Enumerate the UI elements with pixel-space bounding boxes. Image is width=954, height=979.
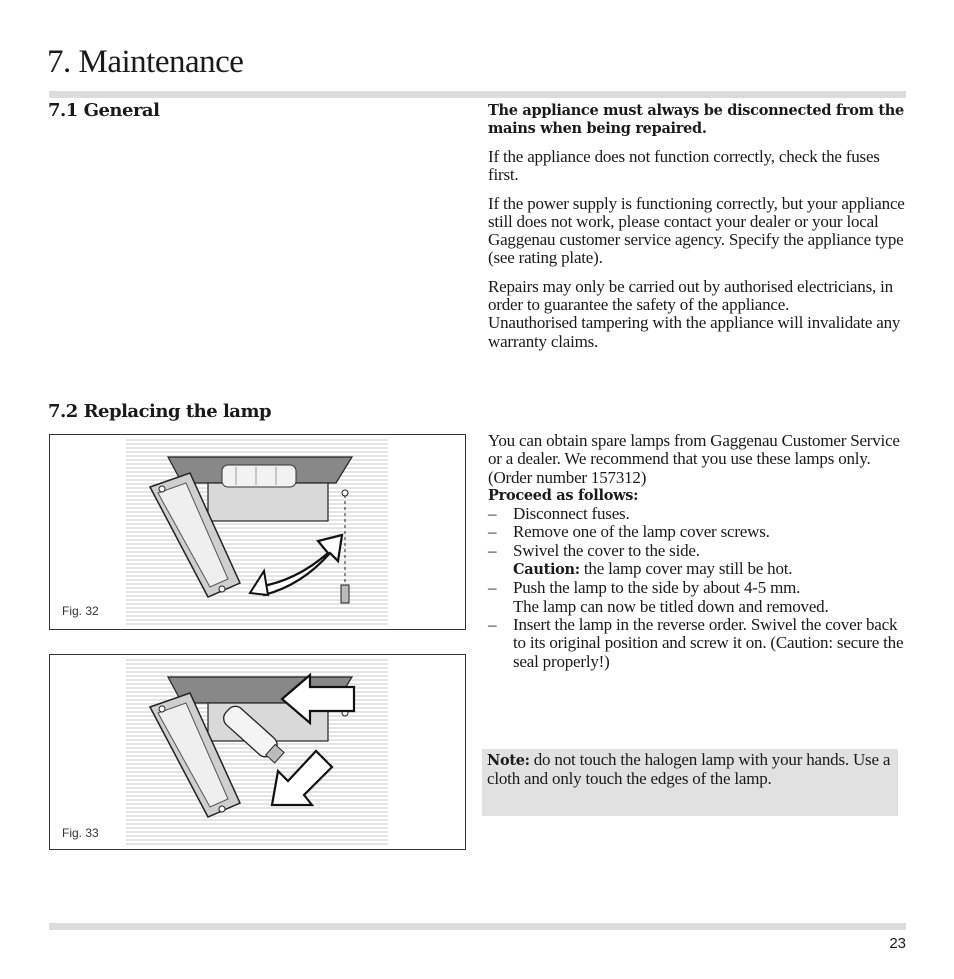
step-item: – Disconnect fuses.	[488, 505, 908, 523]
note-text: Note: do not touch the halogen lamp with your hands. Use a cloth and only touch the edges of the lamp.	[487, 750, 891, 789]
general-paragraph: If the appliance does not function correctly, check the fuses first.	[488, 147, 880, 185]
footer-divider	[49, 923, 906, 930]
lamp-removal-illustration	[50, 655, 465, 849]
step-item: – Push the lamp to the side by about 4-5 mm. The lamp can now be titled down and removed.	[488, 579, 908, 616]
chapter-title: 7. Maintenance	[47, 44, 244, 80]
page-number: 23	[889, 935, 906, 952]
lamp-instructions	[488, 432, 908, 671]
step-list	[488, 505, 908, 671]
figure-32	[49, 434, 466, 630]
caution-text: the lamp cover may still be hot.	[579, 559, 793, 579]
lamp-intro: You can obtain spare lamps from Gaggenau Customer Service or a dealer. We recommend that you use these lamps only. (Order number 157312)	[488, 431, 900, 487]
note-box	[482, 749, 898, 816]
figure-33	[49, 654, 466, 850]
proceed-label: Proceed as follows:	[488, 486, 639, 504]
general-paragraph: Unauthorised tampering with the appliance will invalidate any warranty claims.	[488, 313, 901, 351]
figure-label: Fig. 32	[62, 604, 99, 618]
general-paragraph: Repairs may only be carried out by authorised electricians, in order to guarantee the safety of the appliance.	[488, 276, 893, 315]
general-text	[488, 102, 908, 351]
step-item: – Remove one of the lamp cover screws.	[488, 523, 908, 541]
lamp-swivel-illustration	[50, 435, 465, 629]
section-heading-general: 7.1 General	[48, 100, 160, 121]
figure-label: Fig. 33	[62, 826, 99, 840]
note-label: Note:	[487, 752, 530, 769]
step-item: – Insert the lamp in the reverse order. Swivel the cover back to its original position and screw it on. (Caution: secure the seal properly!)	[488, 616, 908, 671]
step-extra: The lamp can now be titled down and removed.	[513, 596, 829, 616]
caution-label: Caution:	[513, 561, 580, 579]
section-heading-replacing-lamp: 7.2 Replacing the lamp	[48, 401, 272, 422]
disconnect-warning: The appliance must always be disconnected from the mains when being repaired.	[488, 102, 904, 137]
step-item: – Swivel the cover to the side. Caution: the lamp cover may still be hot.	[488, 542, 908, 580]
general-paragraph: If the power supply is functioning correctly, but your appliance still does not work, please contact your dealer or your local Gaggenau customer service agency. Specify the appliance type (see rating plate).	[488, 193, 905, 268]
header-divider	[49, 91, 906, 98]
